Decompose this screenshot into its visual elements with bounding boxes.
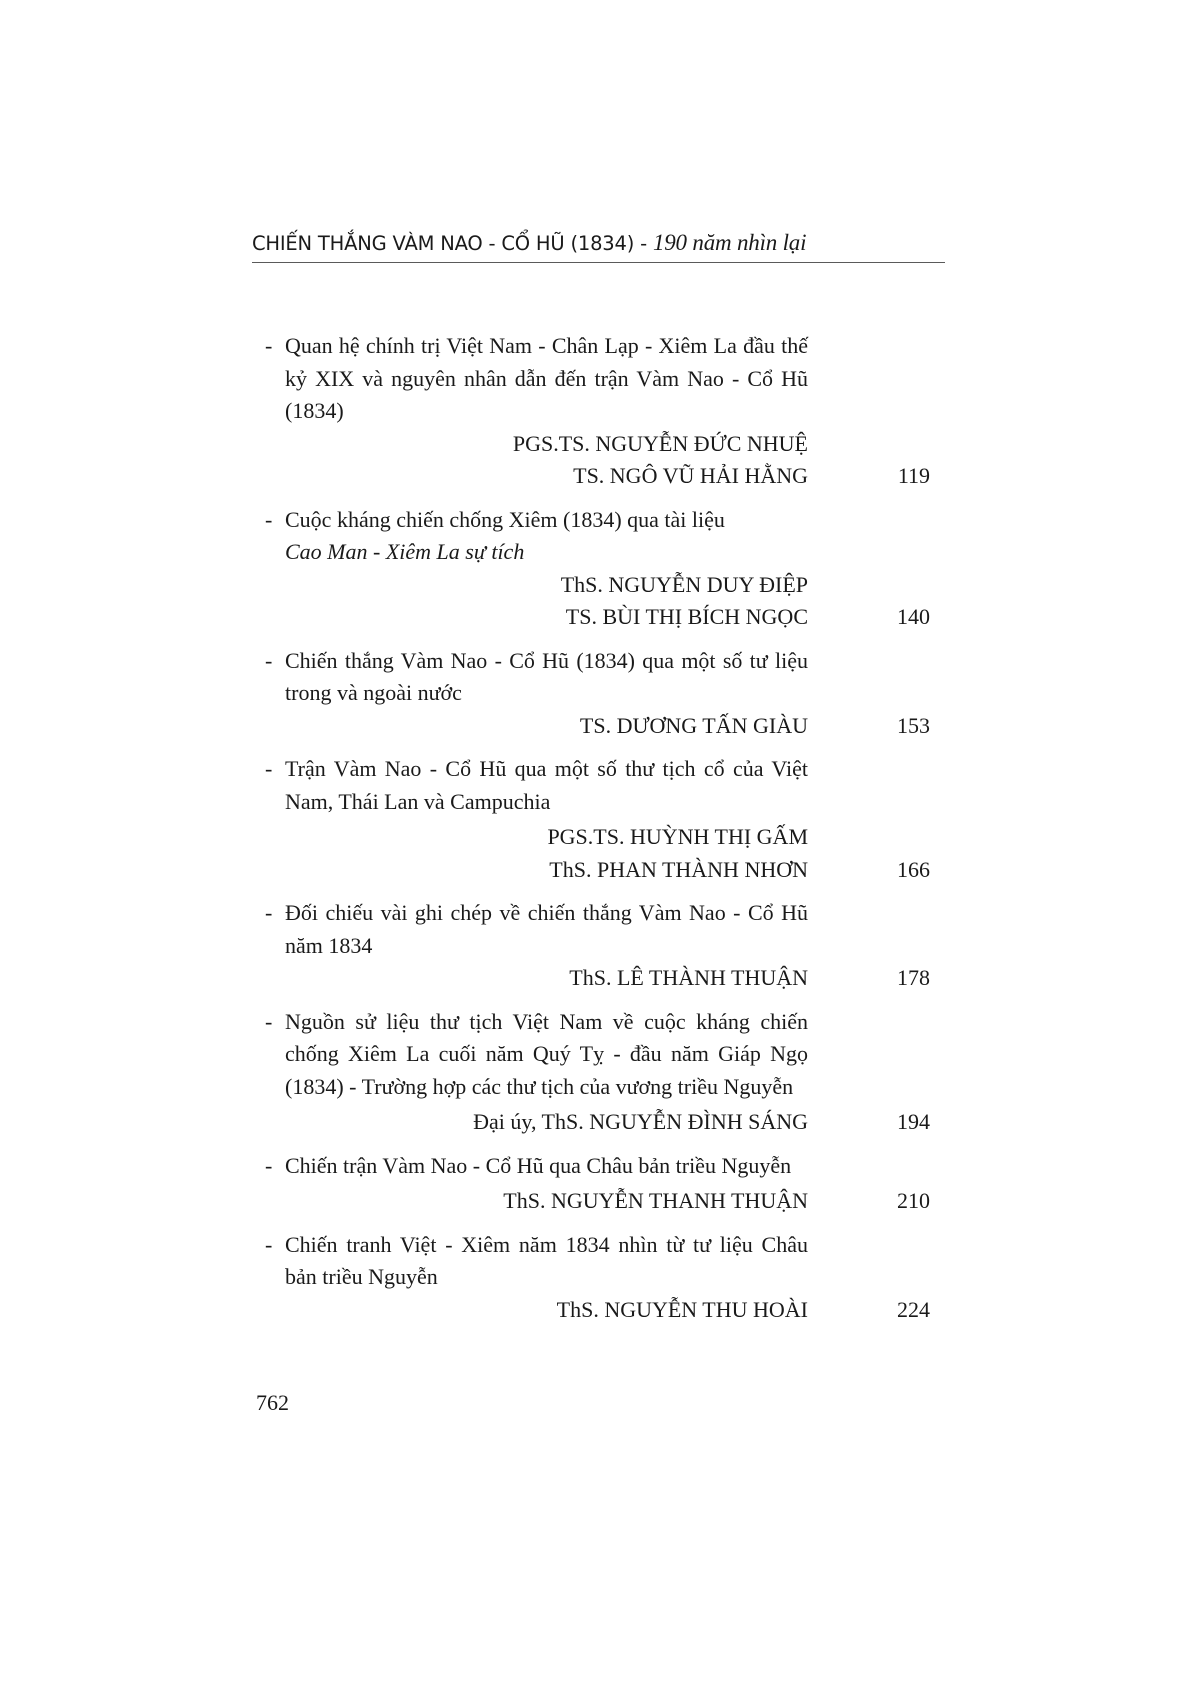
entry-author: ThS. NGUYỄN THU HOÀI xyxy=(556,1296,808,1322)
entry-page-number[interactable]: 210 xyxy=(897,1188,930,1213)
running-header xyxy=(252,228,945,263)
dash-bullet: - xyxy=(265,756,273,781)
entry-author: TS. DƯƠNG TẤN GIÀU xyxy=(579,712,808,738)
dash-bullet: - xyxy=(265,333,273,358)
toc-entry[interactable] xyxy=(265,504,930,634)
toc-entry[interactable] xyxy=(265,1229,930,1327)
author-row xyxy=(265,821,930,854)
book-subtitle: 190 năm nhìn lại xyxy=(652,230,807,255)
dash-bullet: - xyxy=(265,1008,273,1034)
entry-title: - Trận Vàm Nao - Cổ Hũ qua một số thư tịch cổ của Việt Nam, Thái Lan và Campuchia xyxy=(265,753,808,818)
entry-title: - Chiến thắng Vàm Nao - Cổ Hũ (1834) qua một số tư liệu trong và ngoài nước xyxy=(265,645,808,710)
dash-bullet: - xyxy=(265,900,273,925)
author-row xyxy=(265,962,930,995)
entry-title-italic: Cao Man - Xiêm La sự tích xyxy=(285,539,525,564)
entry-page-number[interactable]: 140 xyxy=(897,604,930,629)
author-row xyxy=(265,1185,930,1218)
toc-entry[interactable] xyxy=(265,330,930,493)
entry-title: - Đối chiếu vài ghi chép về chiến thắng Vàm Nao - Cổ Hũ năm 1834 xyxy=(265,897,808,962)
entry-author: TS. NGÔ VŨ HẢI HẰNG xyxy=(573,463,808,488)
entry-author: ThS. NGUYỄN DUY ĐIỆP xyxy=(560,571,808,597)
toc-entry[interactable] xyxy=(265,645,930,743)
entry-author: PGS.TS. HUỲNH THỊ GẤM xyxy=(547,824,808,849)
entry-author: TS. BÙI THỊ BÍCH NGỌC xyxy=(565,604,808,629)
author-row xyxy=(265,460,930,493)
dash-bullet: - xyxy=(265,647,273,673)
entry-page-number[interactable]: 178 xyxy=(897,965,930,990)
entry-author: ThS. PHAN THÀNH NHƠN xyxy=(549,856,808,882)
entry-author: ThS. LÊ THÀNH THUẬN xyxy=(569,965,808,990)
author-row xyxy=(265,854,930,887)
entry-page-number[interactable]: 166 xyxy=(897,856,930,882)
toc-entry[interactable] xyxy=(265,897,930,995)
entry-title: - Cuộc kháng chiến chống Xiêm (1834) qua tài liệu Cao Man - Xiêm La sự tích xyxy=(265,504,808,569)
entry-page-number[interactable]: 119 xyxy=(897,463,930,488)
entry-title: - Chiến tranh Việt - Xiêm năm 1834 nhìn từ tư liệu Châu bản triều Nguyễn xyxy=(265,1229,808,1294)
toc-entry[interactable] xyxy=(265,753,930,886)
entry-title: - Chiến trận Vàm Nao - Cổ Hũ qua Châu bản triều Nguyễn xyxy=(265,1150,808,1183)
entry-author: ThS. NGUYỄN THANH THUẬN xyxy=(503,1188,808,1213)
entry-title: - Quan hệ chính trị Việt Nam - Chân Lạp - Xiêm La đầu thế kỷ XIX và nguyên nhân dẫn đến trận Vàm Nao - Cổ Hũ (1834) xyxy=(265,330,808,428)
dash-bullet: - xyxy=(265,506,273,532)
author-row xyxy=(265,1106,930,1139)
author-row xyxy=(265,1294,930,1327)
page-number: 762 xyxy=(256,1390,289,1415)
toc-entry[interactable] xyxy=(265,1150,930,1218)
entry-author: Đại úy, ThS. NGUYỄN ĐÌNH SÁNG xyxy=(473,1109,808,1134)
author-row xyxy=(265,569,930,602)
author-row xyxy=(265,710,930,743)
entry-author: PGS.TS. NGUYỄN ĐỨC NHUỆ xyxy=(512,430,808,456)
book-title: CHIẾN THẮNG VÀM NAO - CỔ HŨ (1834) - xyxy=(252,232,653,255)
author-row xyxy=(265,428,930,461)
toc-entry[interactable] xyxy=(265,1006,930,1139)
table-of-contents xyxy=(265,330,930,1337)
entry-page-number[interactable]: 153 xyxy=(897,712,930,738)
entry-title: - Nguồn sử liệu thư tịch Việt Nam về cuộc kháng chiến chống Xiêm La cuối năm Quý Tỵ - đầu năm Giáp Ngọ (1834) - Trường hợp các thư tịch của vương triều Nguyễn xyxy=(265,1006,808,1104)
author-row xyxy=(265,601,930,634)
entry-page-number[interactable]: 194 xyxy=(897,1109,930,1134)
dash-bullet: - xyxy=(265,1152,273,1178)
dash-bullet: - xyxy=(265,1231,273,1257)
entry-page-number[interactable]: 224 xyxy=(897,1296,930,1322)
